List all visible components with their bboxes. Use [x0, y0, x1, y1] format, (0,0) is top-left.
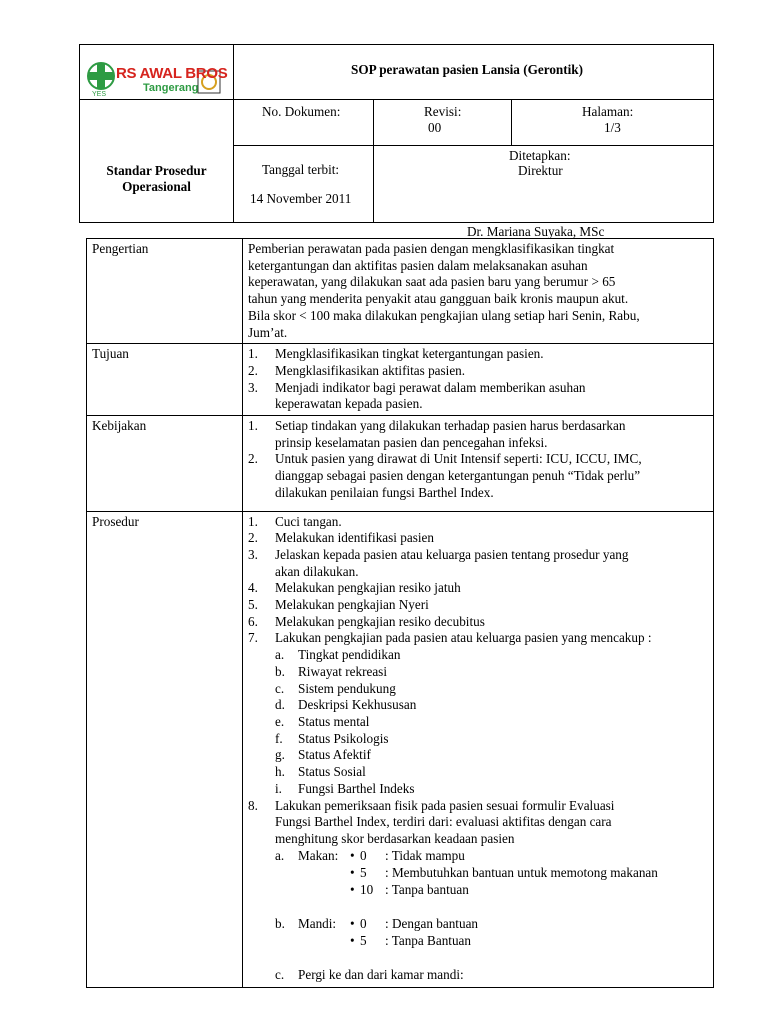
- row-tujuan: [87, 344, 714, 416]
- tujuan-item-number: 3.: [248, 379, 258, 395]
- ditetapkan-cell: [374, 146, 714, 239]
- title-cell: [234, 45, 714, 100]
- direktur-label: Direktur: [518, 163, 563, 178]
- pengertian-label: Pengertian: [87, 239, 243, 344]
- prosedur-item-number: 4.: [248, 580, 258, 596]
- prosedur-label: Prosedur: [87, 511, 243, 987]
- makan-row: [275, 865, 707, 882]
- prosedur-item-number: 7.: [248, 630, 258, 646]
- pengertian-line: Jum’at.: [248, 324, 288, 340]
- subitem-text: Tingkat pendidikan: [298, 647, 401, 663]
- subitem-letter: d.: [275, 697, 285, 713]
- makan-desc: : Membutuhkan bantuan untuk memotong makanan: [385, 864, 658, 880]
- mandi-desc: : Dengan bantuan: [385, 915, 479, 931]
- kebijakan-item-number: 2.: [248, 451, 258, 467]
- subitem-text: Fungsi Barthel Indeks: [298, 780, 415, 796]
- pengertian-line: Pemberian perawatan pada pasien dengan mengklasifikasikan tingkat: [248, 241, 615, 256]
- makan-desc: : Tanpa bantuan: [385, 881, 469, 897]
- prosedur-item-line: Lakukan pemeriksaan fisik pada pasien sesuai formulir Evaluasi: [275, 797, 615, 813]
- prosedur-subitem: [275, 731, 707, 748]
- subitem-text: Status Sosial: [298, 764, 366, 780]
- mandi-score: 5: [360, 932, 367, 948]
- prosedur-item-line: Melakukan pengkajian Nyeri: [275, 597, 429, 613]
- header-table: [79, 44, 714, 239]
- kebijakan-item-line: Setiap tindakan yang dilakukan terhadap pasien harus berdasarkan: [275, 418, 626, 434]
- ditetapkan-label: Ditetapkan:: [509, 148, 571, 163]
- prosedur-item-number: 6.: [248, 613, 258, 629]
- logo-cell: [80, 45, 234, 100]
- prosedur-subitem: [275, 747, 707, 764]
- prosedur-item-line: Cuci tangan.: [275, 513, 342, 529]
- prosedur-item: [248, 580, 707, 597]
- prosedur-item-number: 5.: [248, 597, 258, 613]
- subitem-letter: e.: [275, 713, 285, 729]
- standar-line-1: Standar Prosedur: [106, 163, 207, 178]
- kebijakan-item-line: prinsip keselamatan pasien dan pencegahan infeksi.: [275, 434, 548, 450]
- subitem-text: Riwayat rekreasi: [298, 663, 387, 679]
- prosedur-subitem: [275, 764, 707, 781]
- prosedur-subitem: [275, 681, 707, 698]
- mandi-block: [275, 916, 707, 950]
- signer-name: Dr. Mariana Suyaka, MSc: [467, 224, 605, 239]
- makan-score: 0: [360, 847, 367, 863]
- prosedur-item-line: Melakukan pengkajian resiko jatuh: [275, 580, 461, 596]
- prosedur-item-number: 8.: [248, 797, 258, 813]
- logo-name: RS AWAL BROS: [116, 65, 228, 82]
- prosedur-item: [248, 547, 707, 580]
- makan-score: 10: [360, 881, 374, 897]
- revisi-cell: [374, 100, 512, 146]
- prosedur-item-line: Melakukan identifikasi pasien: [275, 530, 434, 546]
- subitem-letter: i.: [275, 780, 282, 796]
- tujuan-label: Tujuan: [87, 344, 243, 416]
- logo-city: Tangerang: [143, 82, 199, 94]
- revisi-label: Revisi:: [424, 104, 462, 119]
- revisi-value: 00: [428, 120, 442, 135]
- standar-cell: [80, 100, 234, 223]
- pergi-text: Pergi ke dan dari kamar mandi:: [298, 966, 464, 982]
- prosedur-item-number: 3.: [248, 546, 258, 562]
- pengertian-line: Bila skor < 100 maka dilakukan pengkajian ulang setiap hari Senin, Rabu,: [248, 307, 640, 323]
- doc-no-cell: [234, 100, 374, 146]
- mandi-score: 0: [360, 915, 367, 931]
- prosedur-subitem: [275, 697, 707, 714]
- pengertian-line: keperawatan, yang dilakukan saat ada pasien baru yang berumur > 65: [248, 274, 616, 290]
- tujuan-item: [248, 363, 707, 380]
- prosedur-subitems: [275, 647, 707, 797]
- pengertian-line: ketergantungan dan aktifitas pasien dalam melaksanakan asuhan: [248, 257, 588, 273]
- makan-row: [275, 848, 707, 865]
- prosedur-item: [248, 614, 707, 631]
- makan-bullet: •: [350, 864, 355, 880]
- subitem-letter: c.: [275, 680, 285, 696]
- makan-bullet: •: [350, 881, 355, 897]
- halaman-cell: [512, 100, 714, 146]
- subitem-text: Sistem pendukung: [298, 680, 396, 696]
- tujuan-item-line: Mengklasifikasikan aktifitas pasien.: [275, 362, 466, 378]
- prosedur-item-number: 1.: [248, 513, 258, 529]
- prosedur-item-number: 2.: [248, 530, 258, 546]
- subitem-letter: g.: [275, 747, 285, 763]
- prosedur-content: [243, 511, 714, 987]
- tujuan-item: [248, 346, 707, 363]
- doc-no-label: No. Dokumen:: [262, 104, 341, 119]
- makan-desc: : Tidak mampu: [385, 847, 465, 863]
- tujuan-item-line: Mengklasifikasikan tingkat ketergantungan pasien.: [275, 346, 544, 362]
- prosedur-subitem: [275, 714, 707, 731]
- kebijakan-item-line: Untuk pasien yang dirawat di Unit Intensif seperti: ICU, ICCU, IMC,: [275, 451, 642, 467]
- halaman-label: Halaman:: [582, 104, 634, 119]
- mandi-bullet: •: [350, 932, 355, 948]
- prosedur-item-line: Jelaskan kepada pasien atau keluarga pasien tentang prosedur yang: [275, 546, 629, 562]
- makan-bullet: •: [350, 847, 355, 863]
- makan-score: 5: [360, 864, 367, 880]
- makan-label: Makan:: [298, 847, 339, 863]
- prosedur-item-line: menghitung skor berdasarkan keadaan pasien: [275, 830, 515, 846]
- mandi-letter: b.: [275, 915, 285, 931]
- tanggal-label: Tanggal terbit:: [262, 162, 340, 177]
- kebijakan-item: [248, 418, 707, 451]
- pergi-row: [275, 967, 707, 984]
- subitem-letter: h.: [275, 764, 285, 780]
- kebijakan-item: [248, 451, 707, 501]
- prosedur-item: [248, 597, 707, 614]
- pengertian-content: [243, 239, 714, 344]
- subitem-letter: f.: [275, 730, 283, 746]
- subitem-letter: a.: [275, 647, 285, 663]
- prosedur-item: [248, 514, 707, 531]
- row-prosedur: [87, 511, 714, 987]
- prosedur-item-line: Fungsi Barthel Index, terdiri dari: evaluasi aktifitas dengan cara: [275, 814, 612, 830]
- makan-block: [275, 848, 707, 899]
- prosedur-subitem: [275, 781, 707, 798]
- tujuan-item: [248, 380, 707, 413]
- kebijakan-item-number: 1.: [248, 418, 258, 434]
- logo-small-text: YES: [92, 91, 107, 98]
- pengertian-line: tahun yang menderita penyakit atau gangguan baik kronis maupun akut.: [248, 291, 629, 307]
- tujuan-item-line: Menjadi indikator bagi perawat dalam memberikan asuhan: [275, 379, 586, 395]
- makan-row: [275, 882, 707, 899]
- prosedur-item-line: akan dilakukan.: [275, 563, 359, 579]
- subitem-text: Status mental: [298, 713, 370, 729]
- mandi-row: [275, 916, 707, 933]
- mandi-bullet: •: [350, 915, 355, 931]
- kebijakan-content: [243, 416, 714, 512]
- tujuan-content: [243, 344, 714, 416]
- tanggal-value: 14 November 2011: [250, 191, 352, 206]
- subitem-text: Deskripsi Kekhususan: [298, 697, 417, 713]
- prosedur-item: [248, 530, 707, 547]
- standar-line-2: Operasional: [122, 179, 191, 194]
- subitem-letter: b.: [275, 663, 285, 679]
- subitem-text: Status Afektif: [298, 747, 371, 763]
- kebijakan-item-line: dianggap sebagai pasien dengan ketergantungan penuh “Tidak perlu”: [275, 468, 641, 484]
- document-title: SOP perawatan pasien Lansia (Gerontik): [351, 62, 584, 77]
- tujuan-item-line: keperawatan kepada pasien.: [275, 396, 423, 412]
- pergi-letter: c.: [275, 966, 285, 982]
- halaman-value: 1/3: [604, 120, 621, 135]
- prosedur-item-line: Lakukan pengkajian pada pasien atau keluarga pasien yang mencakup :: [275, 630, 652, 646]
- mandi-row: [275, 933, 707, 950]
- mandi-label: Mandi:: [298, 915, 337, 931]
- spacer: [275, 899, 707, 916]
- row-pengertian: [87, 239, 714, 344]
- kebijakan-item-line: dilakukan penilaian fungsi Barthel Index.: [275, 484, 494, 500]
- tujuan-item-number: 2.: [248, 362, 258, 378]
- prosedur-item: [248, 630, 707, 797]
- prosedur-item-line: Melakukan pengkajian resiko decubitus: [275, 613, 485, 629]
- prosedur-subitem: [275, 664, 707, 681]
- makan-letter: a.: [275, 847, 285, 863]
- subitem-text: Status Psikologis: [298, 730, 389, 746]
- tujuan-item-number: 1.: [248, 346, 258, 362]
- kebijakan-label: Kebijakan: [87, 416, 243, 512]
- prosedur-subitem: [275, 647, 707, 664]
- sop-content-table: [86, 238, 714, 988]
- prosedur-item: [248, 798, 707, 984]
- row-kebijakan: [87, 416, 714, 512]
- spacer: [275, 950, 707, 967]
- tanggal-cell: [234, 146, 374, 223]
- mandi-desc: : Tanpa Bantuan: [385, 932, 471, 948]
